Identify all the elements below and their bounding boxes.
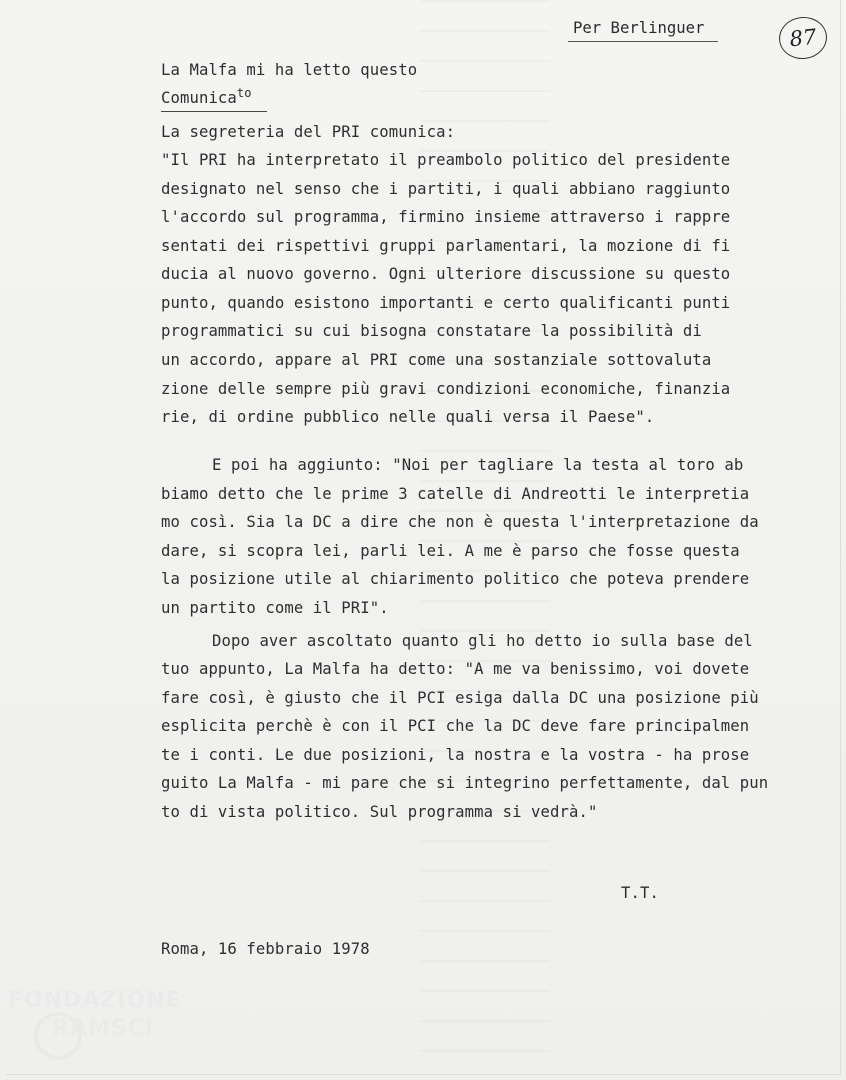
page-number-handwritten: 87 <box>777 15 829 62</box>
intro-word: Comunica <box>161 89 237 107</box>
communique-line: La segreteria del PRI comunica: <box>161 123 456 141</box>
header-underline <box>568 41 718 42</box>
paragraph3-line: te i conti. Le due posizioni, la nostra e la vostra - ha prose <box>161 746 750 764</box>
paragraph2-line: un partito come il PRI". <box>161 599 389 617</box>
signature-initials: T.T. <box>621 884 659 902</box>
paragraph2-line: biamo detto che le prime 3 catelle di Andreotti le interpretia <box>161 485 750 503</box>
communique-line: ducia al nuovo governo. Ogni ulteriore discussione su questo <box>161 265 731 283</box>
communique-line: sentati dei rispettivi gruppi parlamentari, la mozione di fi <box>161 237 731 255</box>
paragraph2-line: mo così. Sia la DC a dire che non è questa l'interpretazione da <box>161 513 759 531</box>
communique-line: programmatici su cui bisogna constatare la possibilità di <box>161 322 702 340</box>
watermark-line-2: RAMSCI <box>52 1016 155 1041</box>
communique-line: l'accordo sul programma, firmino insieme attraverso i rappre <box>161 208 731 226</box>
paragraph3-line: Dopo aver ascoltato quanto gli ho detto io sulla base del <box>212 632 753 650</box>
communique-line: rie, di ordine pubblico nelle quali versa il Paese". <box>161 408 655 426</box>
communique-line: "Il PRI ha interpretato il preambolo politico del presidente <box>161 151 731 169</box>
communique-line: un accordo, appare al PRI come una sostanziale sottovaluta <box>161 351 712 369</box>
intro-line-2 <box>161 86 252 107</box>
place-and-date: Roma, 16 febbraio 1978 <box>161 940 370 958</box>
communique-line: zione delle sempre più gravi condizioni economiche, finanzia <box>161 380 731 398</box>
intro-superscript: to <box>236 86 252 100</box>
paragraph2-line: dare, si scopra lei, parli lei. A me è parso che fosse questa <box>161 542 740 560</box>
paragraph2-line: la posizione utile al chiarimento politico che poteva prendere <box>161 570 750 588</box>
paragraph3-line: fare così, è giusto che il PCI esiga dalla DC una posizione più <box>161 689 759 707</box>
paragraph3-line: guito La Malfa - mi pare che si integrino perfettamente, dal pun <box>161 774 769 792</box>
paragraph3-line: esplicita perchè è con il PCI che la DC deve fare principalmen <box>161 717 750 735</box>
communique-line: punto, quando esistono importanti e certo qualificanti punti <box>161 294 731 312</box>
communique-line: designato nel senso che i partiti, i quali abbiano raggiunto <box>161 180 731 198</box>
watermark-line-1: FONDAZIONE <box>8 988 182 1013</box>
paragraph3-line: to di vista politico. Sul programma si vedrà." <box>161 803 598 821</box>
addressee-header: Per Berlinguer <box>573 19 705 37</box>
paragraph2-line: E poi ha aggiunto: "Noi per tagliare la testa al toro ab <box>212 456 744 474</box>
intro-line-1: La Malfa mi ha letto questo <box>161 61 418 79</box>
paragraph3-line: tuo appunto, La Malfa ha detto: "A me va benissimo, voi dovete <box>161 660 750 678</box>
comunicato-underline <box>161 111 267 112</box>
